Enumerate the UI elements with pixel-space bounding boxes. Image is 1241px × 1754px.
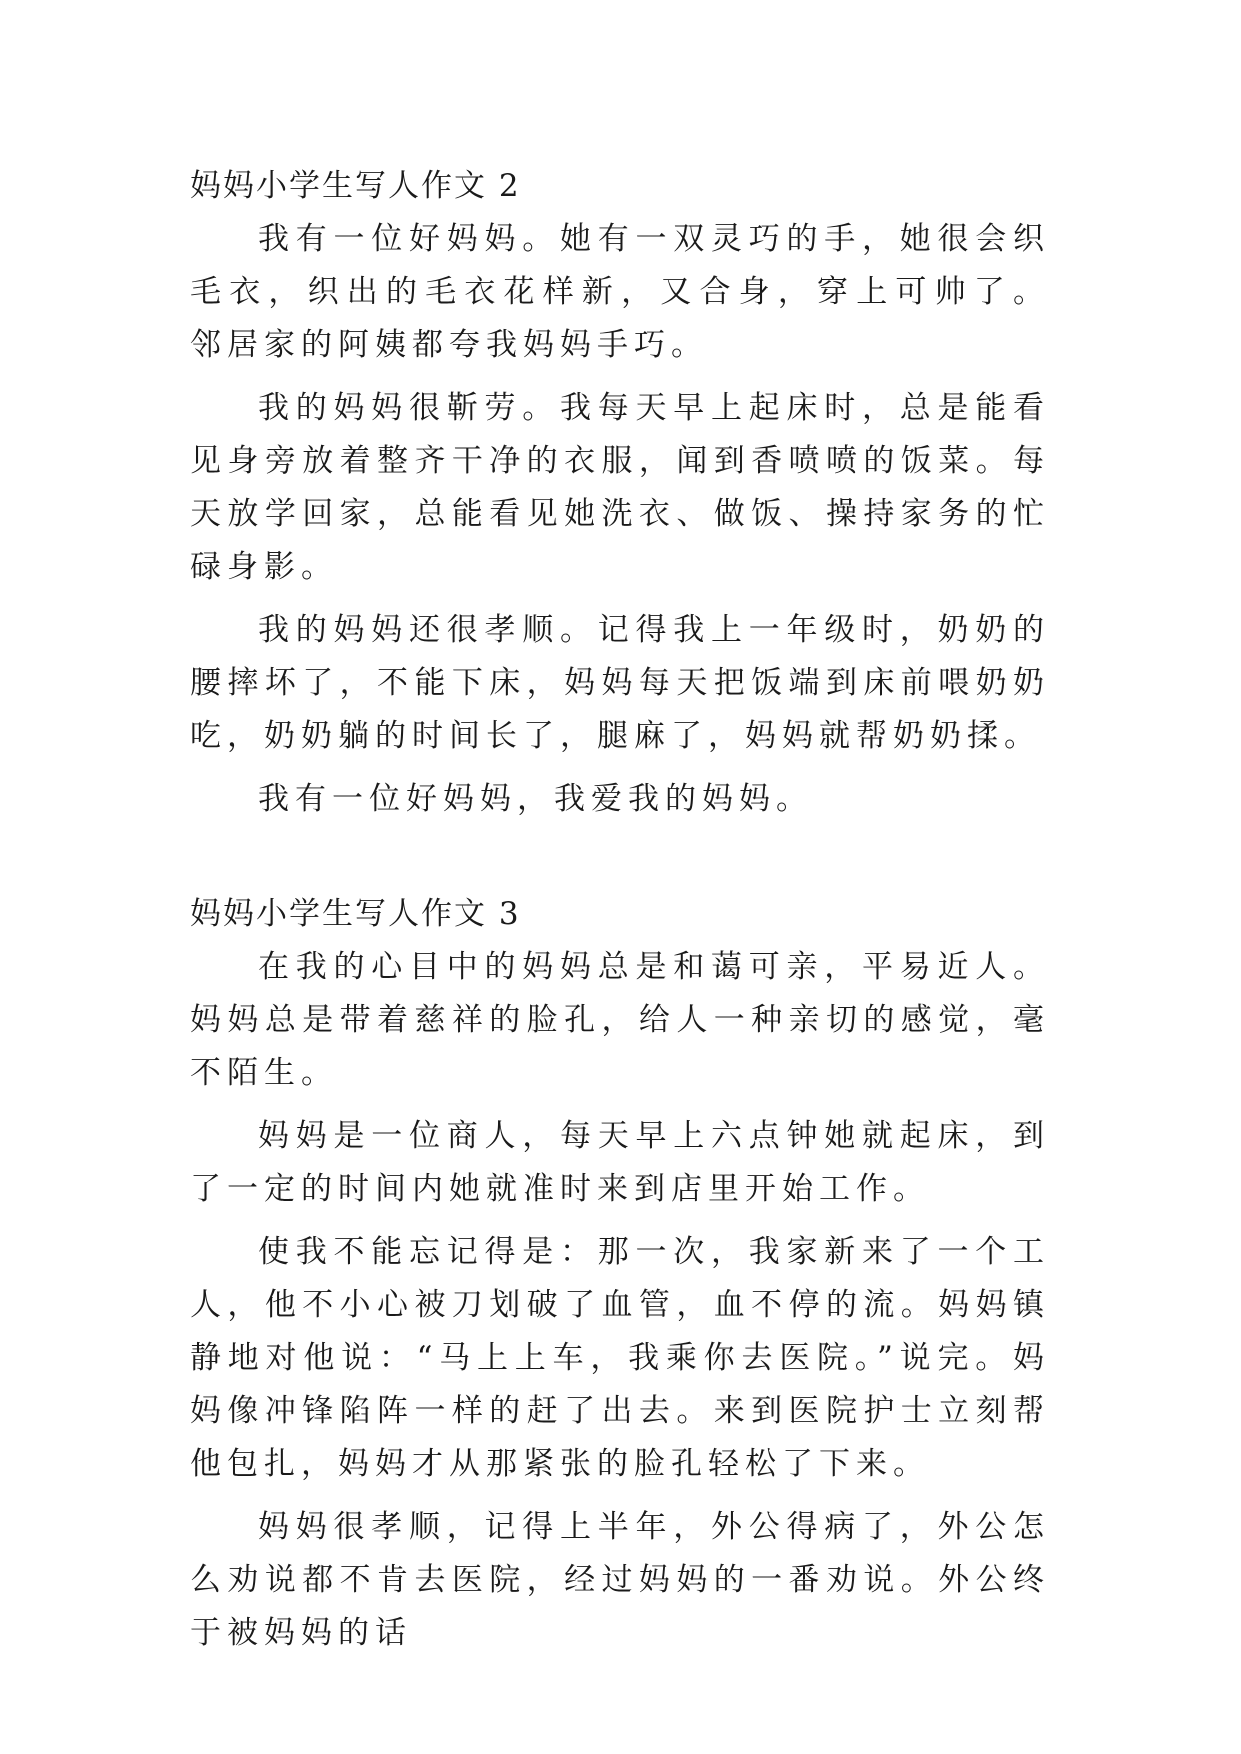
paragraph: 使我不能忘记得是：那一次，我家新来了一个工人，他不小心被刀划破了血管，血不停的流。妈妈镇静地对他说：“马上上车，我乘你去医院。”说完。妈妈像冲锋陷阵一样的赶了出去。来到医院护士立刻帮他包扎，妈妈才从那紧张的脸孔轻松了下来。 bbox=[190, 1234, 1050, 1482]
paragraph: 妈妈是一位商人，每天早上六点钟她就起床，到了一定的时间内她就准时来到店里开始工作。 bbox=[190, 1118, 1050, 1207]
paragraph: 我的妈妈还很孝顺。记得我上一年级时，奶奶的腰摔坏了，不能下床，妈妈每天把饭端到床前喂奶奶吃，奶奶躺的时间长了，腿麻了，妈妈就帮奶奶揉。 bbox=[190, 612, 1050, 754]
paragraph: 我的妈妈很靳劳。我每天早上起床时，总是能看见身旁放着整齐干净的衣服，闻到香喷喷的饭菜。每天放学回家，总能看见她洗衣、做饭、操持家务的忙碌身影。 bbox=[190, 390, 1050, 585]
essay-section-2 bbox=[190, 160, 1050, 826]
section-title: 妈妈小学生写人作文 3 bbox=[190, 896, 521, 932]
paragraph: 我有一位好妈妈，我爱我的妈妈。 bbox=[258, 781, 813, 817]
paragraph: 我有一位好妈妈。她有一双灵巧的手，她很会织毛衣，织出的毛衣花样新，又合身，穿上可帅了。 邻居家的阿姨都夸我妈妈手巧。 bbox=[190, 221, 1050, 363]
essay-section-3 bbox=[190, 888, 1050, 1660]
document-page bbox=[190, 160, 1050, 1670]
paragraph: 妈妈很孝顺，记得上半年，外公得病了，外公怎么劝说都不肯去医院，经过妈妈的一番劝说。外公终于被妈妈的话 bbox=[190, 1509, 1050, 1651]
paragraph: 在我的心目中的妈妈总是和蔼可亲，平易近人。妈妈总是带着慈祥的脸孔，给人一种亲切的感觉，毫不陌生。 bbox=[190, 949, 1050, 1091]
section-title: 妈妈小学生写人作文 2 bbox=[190, 168, 521, 204]
